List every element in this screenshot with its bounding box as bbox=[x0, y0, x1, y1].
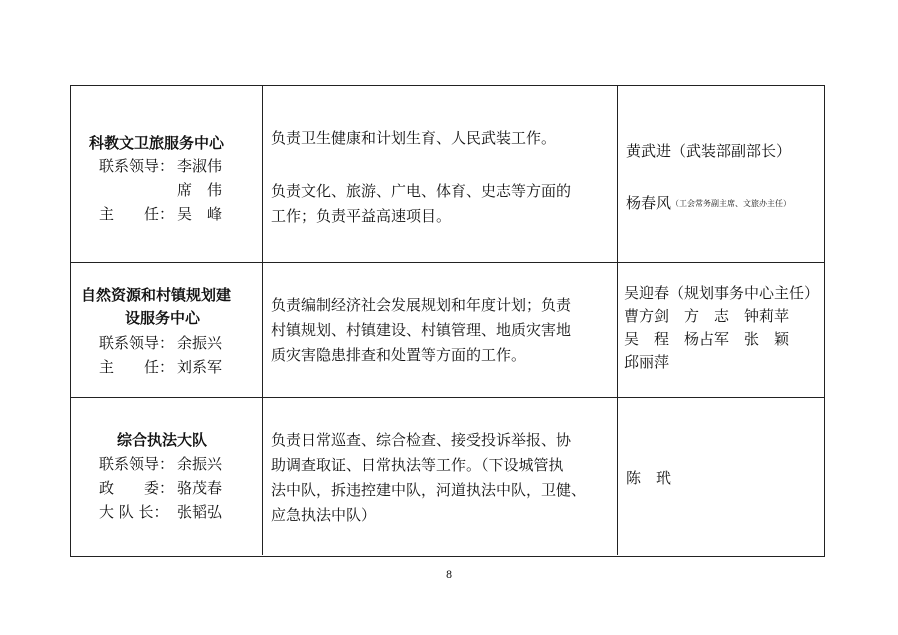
staff-note: （工会常务副主席、文旅办主任） bbox=[671, 199, 792, 208]
leader-label: 联系领导： bbox=[99, 334, 175, 352]
staff-name: 曹方剑 方 志 钟莉苹 bbox=[624, 307, 790, 325]
staff-name: 黄武进（武装部副部长） bbox=[626, 142, 792, 160]
duty-text: 负责编制经济社会发展规划和年度计划；负责 bbox=[271, 296, 572, 314]
unit-title: 设服务中心 bbox=[125, 309, 201, 327]
leader-label: 联系领导： bbox=[99, 157, 175, 175]
director-name: 刘系军 bbox=[177, 358, 223, 376]
duty-text: 法中队，拆违控建中队，河道执法中队，卫健、 bbox=[271, 481, 587, 499]
duty-text: 村镇规划、村镇建设、村镇管理、地质灾害地 bbox=[271, 321, 572, 339]
unit-cell bbox=[71, 86, 263, 262]
staff-name: 吴迎春（规划事务中心主任） bbox=[624, 284, 820, 302]
duty-text: 负责日常巡查、综合检查、接受投诉举报、协 bbox=[271, 431, 572, 449]
staff-cell bbox=[618, 263, 824, 397]
page-number: 8 bbox=[445, 570, 453, 581]
duty-text: 工作；负责平益高速项目。 bbox=[271, 207, 452, 225]
responsibility-table bbox=[70, 85, 825, 557]
director-label: 主 任： bbox=[99, 205, 175, 223]
duty-text: 应急执法中队） bbox=[271, 506, 377, 524]
unit-cell bbox=[71, 263, 263, 397]
staff-entry bbox=[626, 193, 791, 214]
duty-cell bbox=[263, 398, 618, 555]
table-row bbox=[71, 398, 824, 555]
commissar-name: 骆茂春 bbox=[177, 479, 223, 497]
duty-text: 负责文化、旅游、广电、体育、史志等方面的 bbox=[271, 182, 572, 200]
leader-name: 余振兴 bbox=[177, 455, 223, 473]
captain-label: 大 队 长： bbox=[99, 503, 169, 521]
duty-text: 负责卫生健康和计划生育、人民武装工作。 bbox=[271, 129, 557, 147]
leader-name: 余振兴 bbox=[177, 334, 223, 352]
commissar-label: 政 委： bbox=[99, 479, 175, 497]
director-label: 主 任： bbox=[99, 358, 175, 376]
staff-cell bbox=[618, 398, 824, 555]
director-name: 吴 峰 bbox=[177, 205, 223, 223]
staff-name: 杨春风 bbox=[626, 194, 672, 212]
leader-label: 联系领导： bbox=[99, 455, 175, 473]
captain-name: 张韬弘 bbox=[177, 503, 223, 521]
staff-cell bbox=[618, 86, 824, 262]
duty-cell bbox=[263, 86, 618, 262]
unit-title: 综合执法大队 bbox=[117, 431, 208, 449]
table-row bbox=[71, 86, 824, 263]
duty-cell bbox=[263, 263, 618, 397]
leader-name: 席 伟 bbox=[177, 181, 223, 199]
staff-name: 吴 程 杨占军 张 颖 bbox=[624, 330, 790, 348]
unit-title: 自然资源和村镇规划建 bbox=[81, 286, 232, 304]
leader-name: 李淑伟 bbox=[177, 157, 223, 175]
duty-text: 质灾害隐患排查和处置等方面的工作。 bbox=[271, 346, 527, 364]
staff-name: 陈 玳 bbox=[626, 469, 672, 487]
table-row bbox=[71, 263, 824, 398]
duty-text: 助调查取证、日常执法等工作。（下设城管执 bbox=[271, 456, 564, 474]
unit-title: 科教文卫旅服务中心 bbox=[89, 134, 225, 152]
unit-cell bbox=[71, 398, 263, 555]
staff-name: 邱丽萍 bbox=[624, 353, 670, 371]
